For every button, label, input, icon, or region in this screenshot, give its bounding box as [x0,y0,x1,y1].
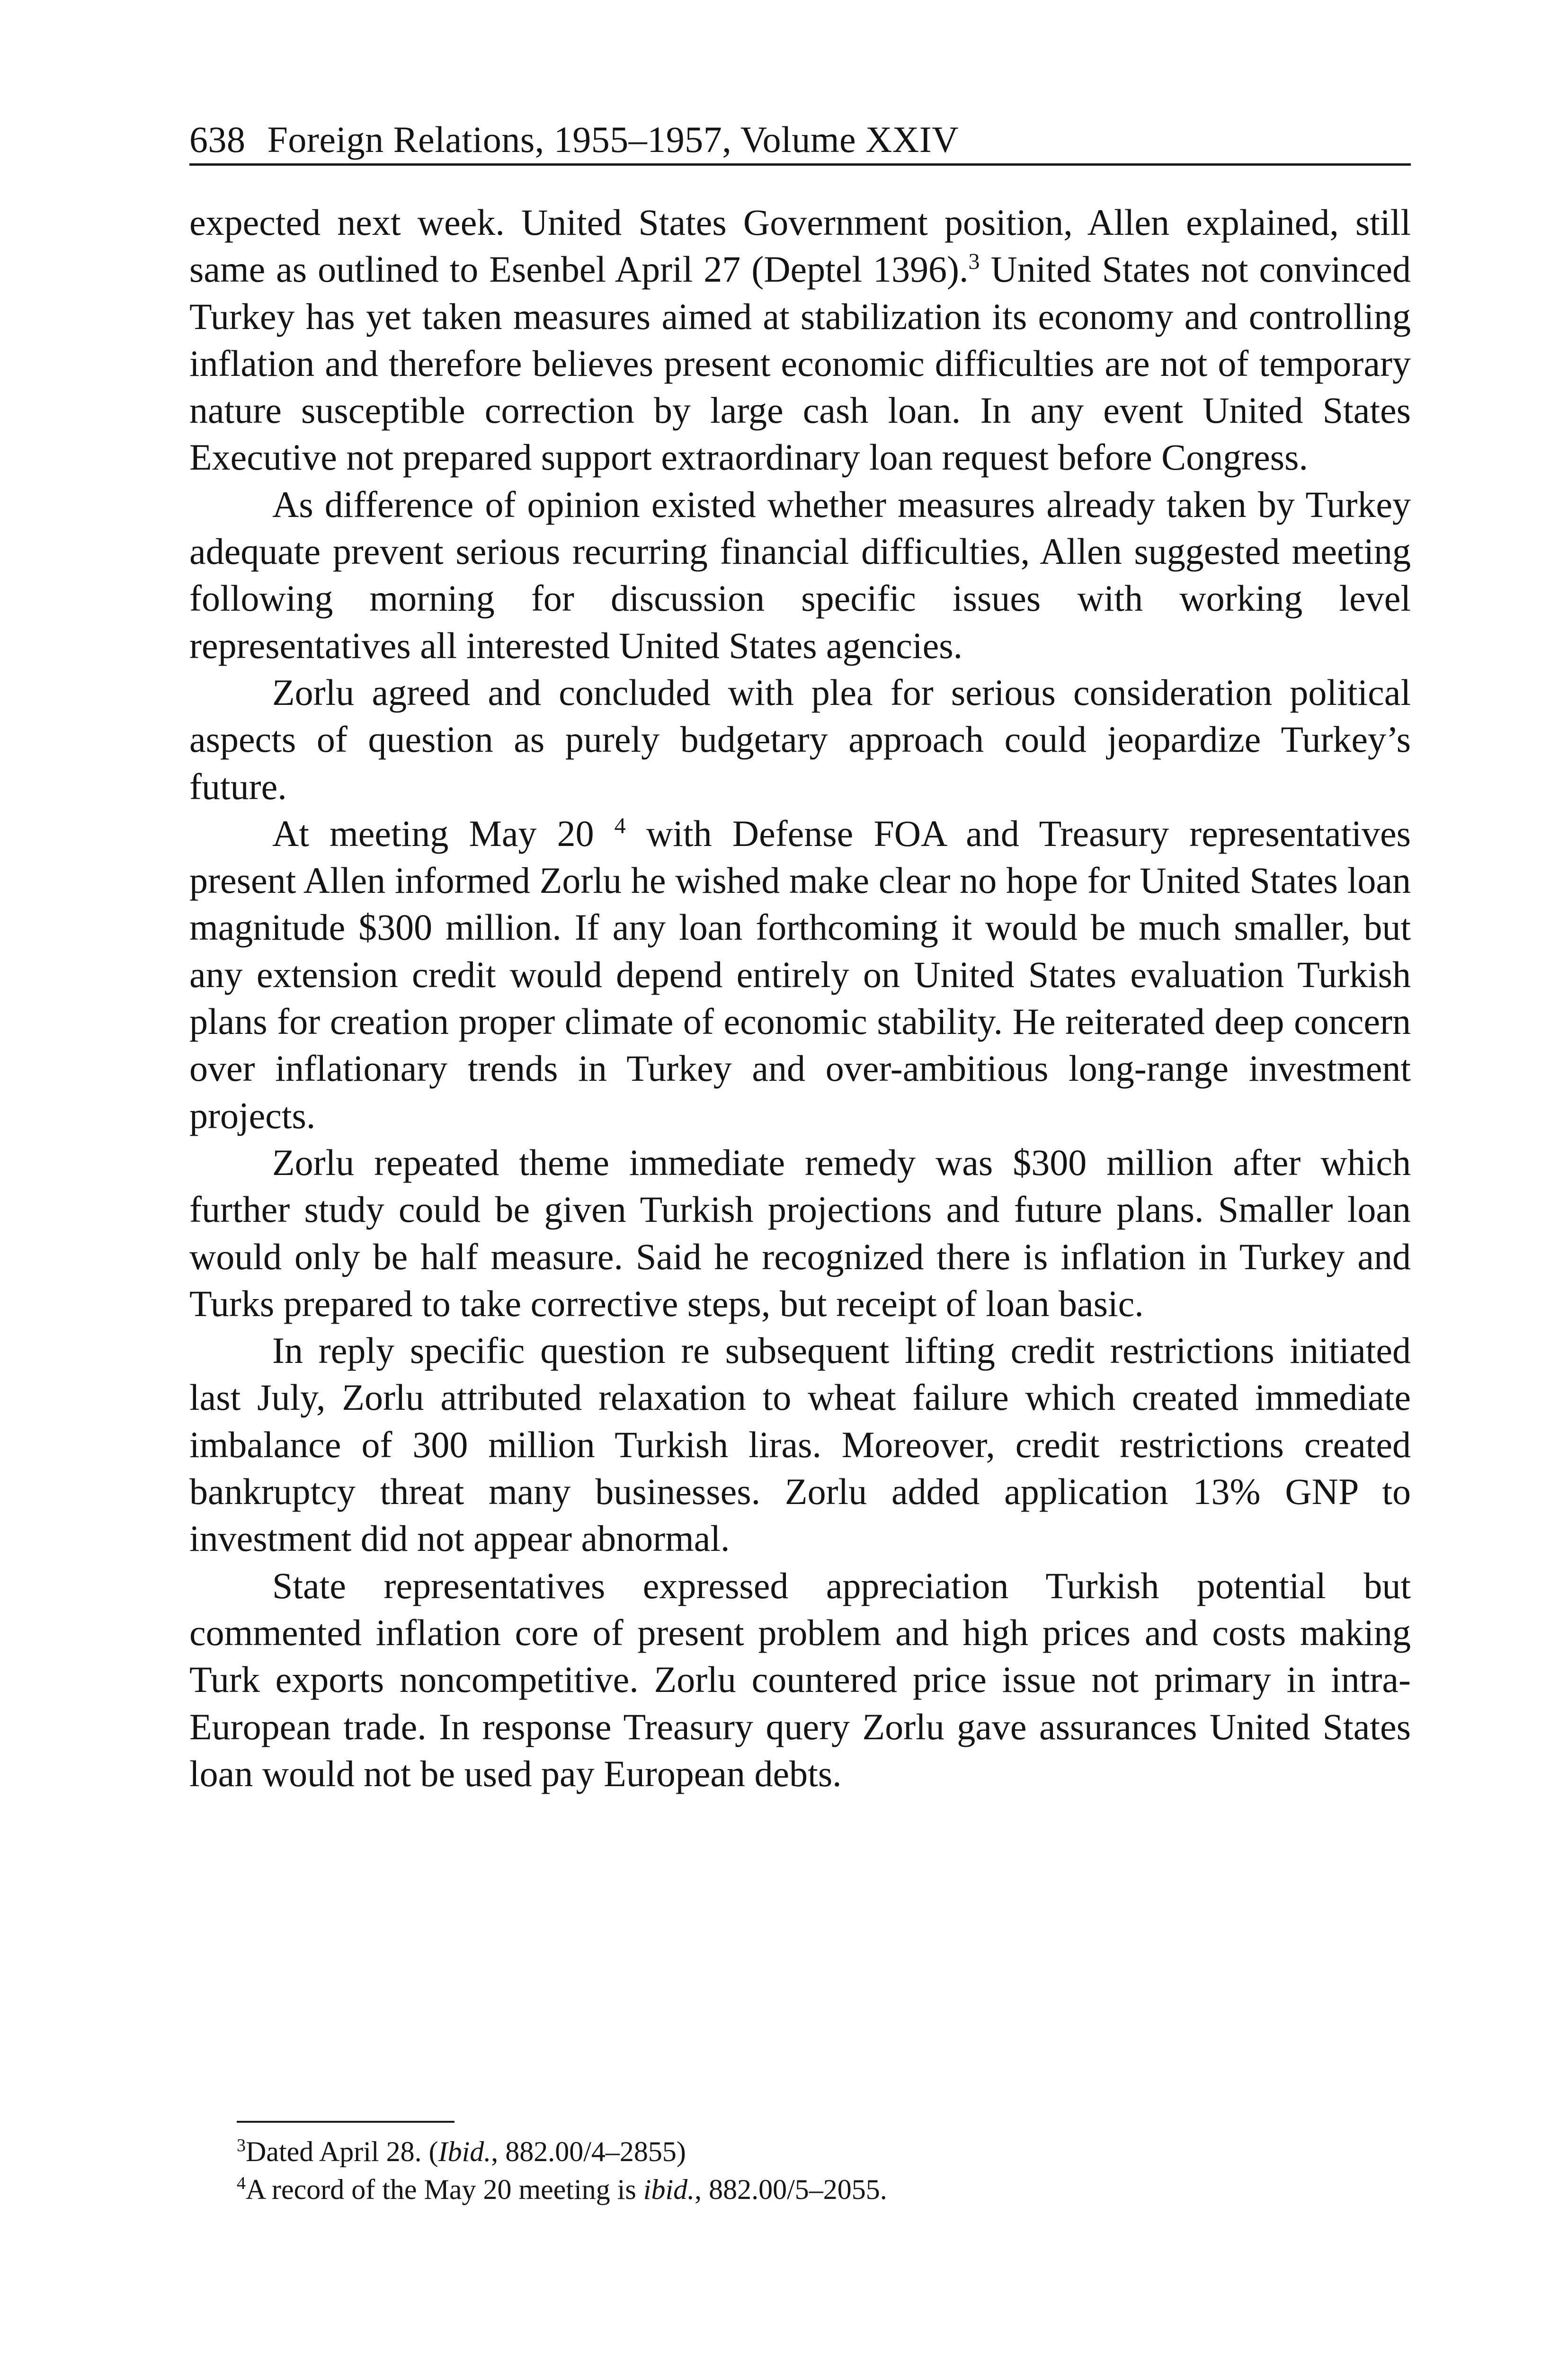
footnote-3: $^3$Dated April 28. (Ibid., 882.00/4–2855) [237,2136,686,2167]
footnote-ref-3[interactable]: 3 [968,249,980,275]
footnote-divider [237,2121,454,2123]
paragraph-4: At meeting May 20 $^4$ with Defense FOA and Treasury representatives present Allen informed Zorlu he wished make clear no hope for United States loan magnitude $300 million. If any loan forthcoming it would be much smaller, but any extension credit would depend entirely on United States evaluation Turkish plans for creation proper climate of economic stability. He reiterated deep concern over inflationary trends in Turkey and over-ambitious long-range investment projects. [189,812,1411,1136]
running-head [189,116,1411,166]
body-text [189,199,1411,1797]
book-title: Foreign Relations, 1955–1957, Volume XXIV [267,119,959,160]
footnotes [237,2133,1373,2208]
document-page [189,0,1411,2367]
paragraph-6: In reply specific question re subsequent lifting credit restrictions initiated last July, Zorlu attributed relaxation to wheat failure which created immediate imbalance of 300 million Turkish liras. Moreover, credit restrictions created bankruptcy threat many businesses. Zorlu added application 13% GNP to investment did not appear abnormal. [189,1330,1411,1559]
paragraph-3: Zorlu agreed and concluded with plea for serious consideration political aspects of question as purely budgetary approach could jeopardize Turkey’s future. [189,671,1411,807]
footnote-ref-4[interactable]: 4 [614,813,626,838]
footnote-marker: 3 [237,2136,246,2155]
footnote-marker: 4 [237,2173,246,2193]
paragraph-2: As difference of opinion existed whether measures already taken by Turkey adequate prevent serious recurring financial difficulties, Allen suggested meeting following morning for discussion specific issues with working level representatives all interested United States agencies. [189,483,1411,666]
footnote-4: $^4$A record of the May 20 meeting is ibid., 882.00/5–2055. [237,2173,887,2205]
paragraph-5: Zorlu repeated theme immediate remedy was $300 million after which further study could be given Turkish projections and future plans. Smaller loan would only be half measure. Said he recognized there is inflation in Turkey and Turks prepared to take corrective steps, but receipt of loan basic. [189,1141,1411,1324]
page-number: 638 [189,119,246,160]
paragraph-1: expected next week. United States Government position, Allen explained, still same as outlined to Esenbel April 27 (Deptel 1396).$^3$ United States not convinced Turkey has yet taken measures aimed at stabilization its economy and controlling inflation and therefore believes present economic difficulties are not of temporary nature susceptible correction by large cash loan. In any event United States Executive not prepared support extraordinary loan request before Congress. [189,202,1411,478]
paragraph-7: State representatives expressed appreciation Turkish potential but commented inflation core of present problem and high prices and costs making Turk exports noncompetitive. Zorlu countered price issue not primary in intra-European trade. In response Treasury query Zorlu gave assurances United States loan would not be used pay European debts. [189,1565,1411,1794]
